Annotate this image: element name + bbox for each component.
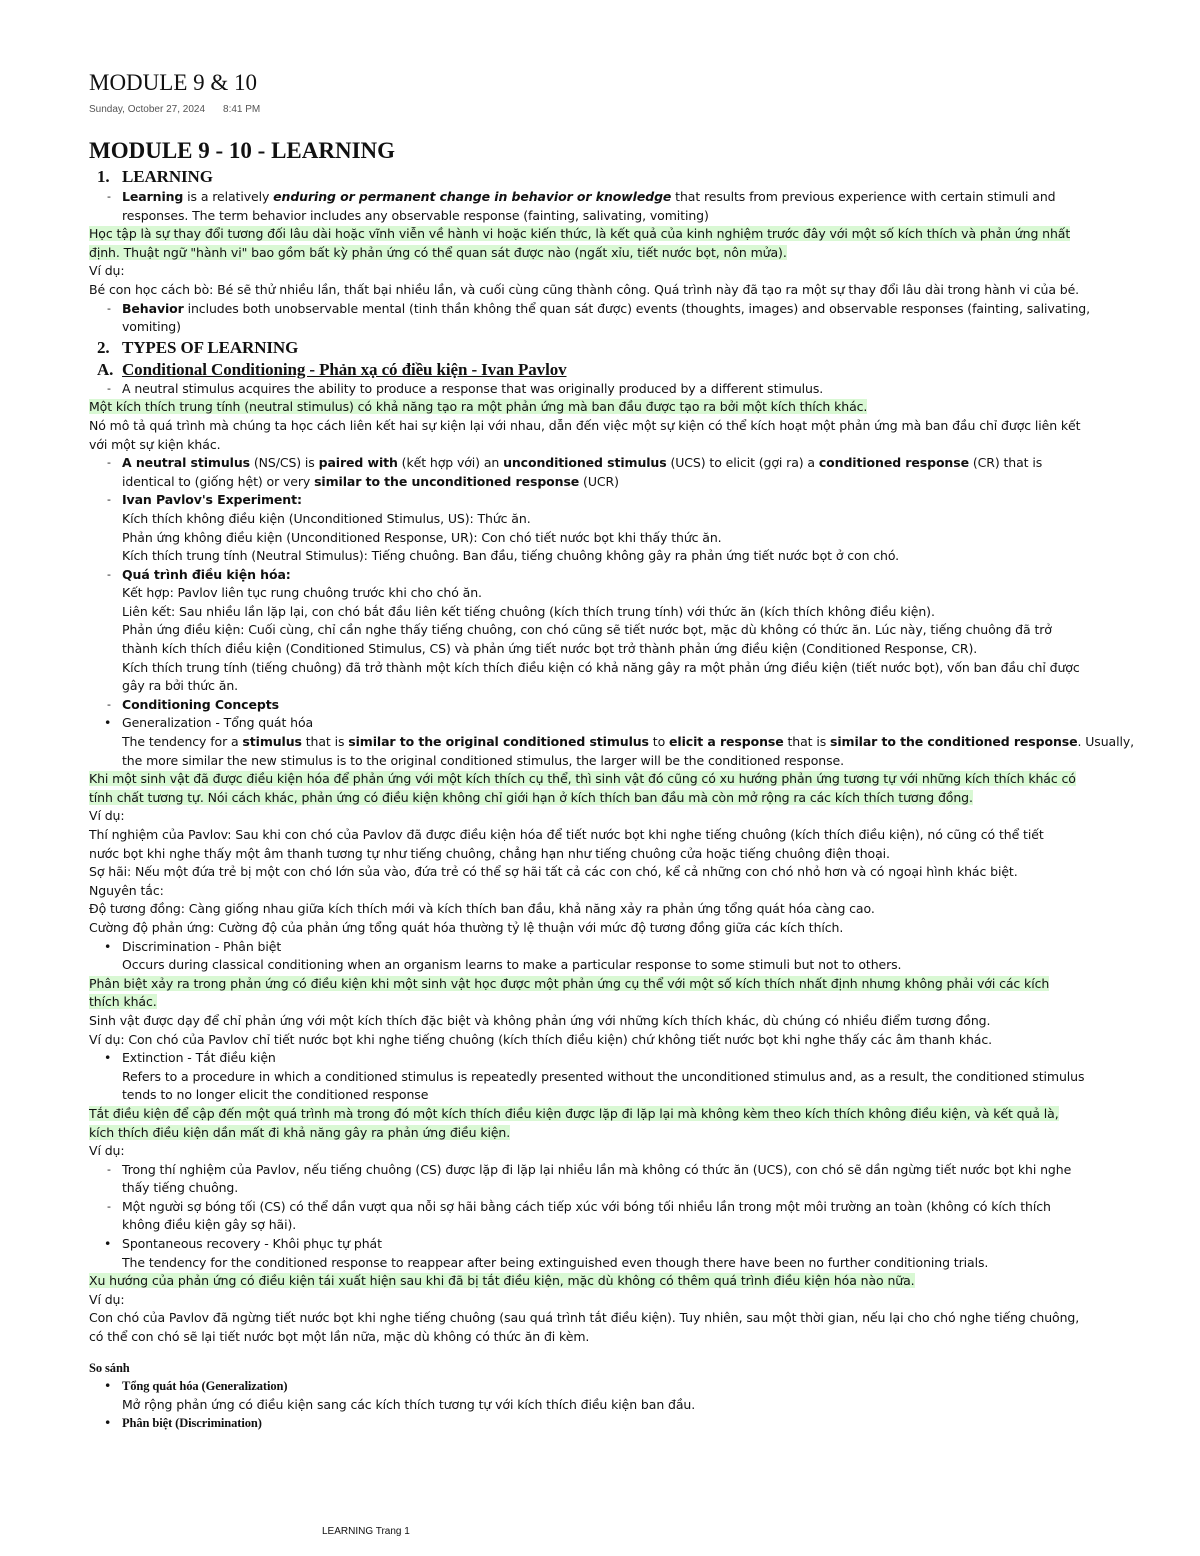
extinction-title: • Extinction - Tắt điều kiện (89, 1049, 1191, 1068)
extinction-en-1: Refers to a procedure in which a conditioned stimulus is repeatedly presented without the unconditioned stimulus and, as a result, the conditioned stimulus (122, 1068, 1085, 1084)
page-timestamp (89, 104, 278, 115)
conditioning-process-title: - Quá trình điều kiện hóa: (89, 566, 1191, 585)
process-summary-1: Kích thích trung tính (tiếng chuông) đã trở thành một kích thích điều kiện có khả năng gây ra một phản ứng điều kiện (tiết nước bọt), vốn ban đầu chỉ được (122, 659, 1080, 675)
discrimination-vi-highlight-1: Phân biệt xảy ra trong phản ứng có điều kiện khi một sinh vật học được một phản ứng cụ thể với một số kích thích nhất định nhưng không phải với các kích (89, 975, 1050, 991)
extinction-example-1: - Trong thí nghiệm của Pavlov, nếu tiếng chuông (CS) được lặp đi lặp lại nhiều lần mà không có thức ăn (UCS), con chó sẽ dần ngừng tiết nước bọt khi nghe (89, 1161, 1191, 1180)
experiment-us: Kích thích không điều kiện (Unconditioned Stimulus, US): Thức ăn. (122, 510, 531, 526)
discrimination-vi-highlight-2: thích khác. (89, 994, 157, 1010)
process-summary-2: gây ra bởi thức ăn. (122, 678, 239, 694)
document-body (89, 166, 1191, 1433)
classical-vi-1: Nó mô tả quá trình mà chúng ta học cách liên kết hai sự kiện lại với nhau, dẫn đến việc một sự kiện có thể kích hoạt một phản ứng mà ban đầu chỉ được liên kết (89, 417, 1081, 433)
spontaneous-recovery-example-2: có thể con chó sẽ lại tiết nước bọt một lần nữa, mặc dù không có thức ăn đi kèm. (89, 1329, 590, 1345)
learning-vi-highlight-1: Học tập là sự thay đổi tương đối lâu dài hoặc vĩnh viễn về hành vi hoặc kiến thức, là kết quả của kinh nghiệm trước đây với một số kích thích và phản ứng nhất (89, 226, 1071, 242)
spontaneous-recovery-en: The tendency for the conditioned response to reappear after being extinguished even though there have been no further conditioning trials. (122, 1254, 989, 1270)
discrimination-title: • Discrimination - Phân biệt (89, 938, 1191, 957)
generalization-vi-highlight-1: Khi một sinh vật đã được điều kiện hóa để phản ứng với một kích thích cụ thể, thì sinh vật đó cũng có xu hướng phản ứng tương tự với những kích thích khác có (89, 771, 1076, 787)
page-date: Sunday, October 27, 2024 (89, 104, 206, 115)
classical-vi-highlight: Một kích thích trung tính (neutral stimulus) có khả năng tạo ra một phản ứng mà ban đầu được tạo ra bởi một kích thích khác. (89, 399, 868, 415)
pavlov-experiment-title: - Ivan Pavlov's Experiment: (89, 491, 1191, 510)
classical-conditioning-heading: A. Conditional Conditioning - Phản xạ có điều kiện - Ivan Pavlov (97, 359, 567, 379)
behavior-definition: - Behavior includes both unobservable mental (tinh thần không thể quan sát được) events (thoughts, images) and observable responses (fainting, salivating, (89, 300, 1191, 319)
generalization-vi-highlight-2: tính chất tương tự. Nói cách khác, phản ứng có điều kiện không chỉ giới hạn ở kích thích ban đầu mà còn mở rộng ra các kích thích tương đồng. (89, 789, 973, 805)
example-label: Ví dụ: (89, 1291, 125, 1307)
extinction-en-2: tends to no longer elicit the conditioned response (122, 1087, 429, 1103)
process-response-2: thành kích thích điều kiện (Conditioned Stimulus, CS) và phản ứng tiết nước bọt trở thành phản ứng điều kiện (Conditioned Response, CR). (122, 641, 978, 657)
principle-intensity: Cường độ phản ứng: Cường độ của phản ứng tổng quát hóa thường tỷ lệ thuận với mức độ tương đồng giữa các kích thích. (89, 919, 844, 935)
generalization-en-2: the more similar the new stimulus is to the original conditioned stimulus, the larger will be the conditioned response. (122, 752, 844, 768)
generalization-example-1: Thí nghiệm của Pavlov: Sau khi con chó của Pavlov đã được điều kiện hóa để tiết nước bọt khi nghe tiếng chuông (kích thích điều kiện), nó cũng có thể tiết (89, 827, 1044, 842)
experiment-ns: Kích thích trung tính (Neutral Stimulus): Tiếng chuông. Ban đầu, tiếng chuông không gây ra phản ứng tiết nước bọt ở con chó. (122, 548, 900, 564)
neutral-stimulus-note: - A neutral stimulus acquires the ability to produce a response that was originally produced by a different stimulus. (89, 380, 1191, 399)
conditioning-concepts-title: - Conditioning Concepts (89, 696, 1191, 715)
discrimination-en: Occurs during classical conditioning when an organism learns to make a particular response to some stimuli but not to others. (122, 957, 902, 973)
section-types-heading: 2. TYPES OF LEARNING (97, 337, 299, 357)
generalization-example-3: Sợ hãi: Nếu một đứa trẻ bị một con chó lớn sủa vào, đứa trẻ có thể sợ hãi tất cả các con chó, kể cả những con chó nhỏ hơn và có ngoại hình khác biệt. (89, 864, 1018, 880)
principles-label: Nguyên tắc: (89, 882, 164, 898)
pairing-definition: - A neutral stimulus (NS/CS) is paired with (kết hợp với) an unconditioned stimulus (UCS) to elicit (gợi ra) a conditioned response (CR) that is (89, 454, 1191, 473)
classical-vi-2: với một sự kiện khác. (89, 436, 221, 452)
generalization-example-2: nước bọt khi nghe thấy một âm thanh tương tự như tiếng chuông, chẳng hạn như tiếng chuông cửa hoặc tiếng chuông điện thoại. (89, 845, 890, 861)
spacer (89, 1347, 1191, 1359)
module-heading: MODULE 9 - 10 - LEARNING (89, 138, 396, 163)
generalization-title: • Generalization - Tổng quát hóa (89, 714, 1191, 733)
spontaneous-recovery-example-1: Con chó của Pavlov đã ngừng tiết nước bọt khi nghe tiếng chuông (sau quá trình tắt điều kiện). Tuy nhiên, sau một thời gian, nếu lại cho chó nghe tiếng chuông, (89, 1310, 1080, 1326)
discrimination-example: Ví dụ: Con chó của Pavlov chỉ tiết nước bọt khi nghe tiếng chuông (kích thích điều kiện) chứ không tiết nước bọt khi nghe thấy các âm thanh khác. (89, 1031, 993, 1047)
learning-definition: - Learning is a relatively enduring or permanent change in behavior or knowledge that results from previous experience with certain stimuli and (89, 188, 1191, 207)
extinction-example-1-cont: thấy tiếng chuông. (122, 1180, 239, 1196)
process-response-1: Phản ứng điều kiện: Cuối cùng, chỉ cần nghe thấy tiếng chuông, con chó cũng sẽ tiết nước bọt, mặc dù không có thức ăn. Lúc này, tiếng chuông đã trở (122, 622, 1052, 638)
page-footer: LEARNING Trang 1 (322, 1526, 410, 1537)
comparison-discrimination: • Phân biệt (Discrimination) (89, 1414, 1191, 1433)
process-pairing: Kết hợp: Pavlov liên tục rung chuông trước khi cho chó ăn. (122, 585, 482, 601)
spontaneous-recovery-title: • Spontaneous recovery - Khôi phục tự phát (89, 1235, 1191, 1254)
example-label: Ví dụ: (89, 808, 125, 824)
extinction-vi-highlight-1: Tắt điều kiện để cập đến một quá trình mà trong đó một kích thích điều kiện được lặp đi lặp lại mà không kèm theo kích thích không điều kiện, và kết quả là, (89, 1105, 1059, 1121)
section-learning-heading: 1. LEARNING (97, 167, 213, 186)
page-time: 8:41 PM (223, 104, 261, 115)
learning-vi-highlight-2: định. Thuật ngữ "hành vi" bao gồm bất kỳ phản ứng có thể quan sát được nào (ngất xỉu, tiết nước bọt, nôn mửa). (89, 244, 787, 260)
pairing-definition-cont: identical to (giống hệt) or very similar to the unconditioned response (UCR) (122, 473, 619, 489)
extinction-example-2: - Một người sợ bóng tối (CS) có thể dần vượt qua nỗi sợ hãi bằng cách tiếp xúc với bóng tối nhiều lần trong một môi trường an toàn (không có kích thích (89, 1198, 1191, 1217)
process-association: Liên kết: Sau nhiều lần lặp lại, con chó bắt đầu liên kết tiếng chuông (kích thích trung tính) với thức ăn (kích thích không điều kiện). (122, 603, 935, 619)
extinction-example-2-cont: không điều kiện gây sợ hãi). (122, 1217, 297, 1233)
discrimination-vi-3: Sinh vật được dạy để chỉ phản ứng với một kích thích đặc biệt và không phản ứng với những kích thích khác, dù chúng có nhiều điểm tương đồng. (89, 1012, 991, 1028)
behavior-definition-cont: vomiting) (122, 319, 181, 335)
comparison-title: So sánh (89, 1360, 130, 1375)
extinction-vi-highlight-2: kích thích điều kiện dần mất đi khả năng gây ra phản ứng điều kiện. (89, 1124, 511, 1140)
page-title: MODULE 9 & 10 (89, 70, 258, 95)
example-label: Ví dụ: (89, 263, 125, 279)
learning-definition-cont: responses. The term behavior includes any observable response (fainting, salivating, vomiting) (122, 207, 709, 223)
principle-similarity: Độ tương đồng: Càng giống nhau giữa kích thích mới và kích thích ban đầu, khả năng xảy ra phản ứng tổng quát hóa càng cao. (89, 901, 875, 917)
example-label: Ví dụ: (89, 1143, 125, 1159)
comparison-generalization-desc: Mở rộng phản ứng có điều kiện sang các kích thích tương tự với kích thích điều kiện ban đầu. (122, 1396, 696, 1412)
comparison-generalization: • Tổng quát hóa (Generalization) (89, 1377, 1191, 1396)
spontaneous-recovery-vi-highlight: Xu hướng của phản ứng có điều kiện tái xuất hiện sau khi đã bị tắt điều kiện, mặc dù không có thêm quá trình điều kiện hóa nào nữa. (89, 1273, 915, 1289)
experiment-ur: Phản ứng không điều kiện (Unconditioned Response, UR): Con chó tiết nước bọt khi thấy thức ăn. (122, 529, 722, 545)
learning-example: Bé con học cách bò: Bé sẽ thử nhiều lần, thất bại nhiều lần, và cuối cùng cũng thành công. Quá trình này đã tạo ra một sự thay đổi lâu dài trong hành vi của bé. (89, 281, 1080, 297)
generalization-en-1: The tendency for a stimulus that is similar to the original conditioned stimulus to elicit a response that is similar to the conditioned response. Usually, (122, 734, 1134, 750)
